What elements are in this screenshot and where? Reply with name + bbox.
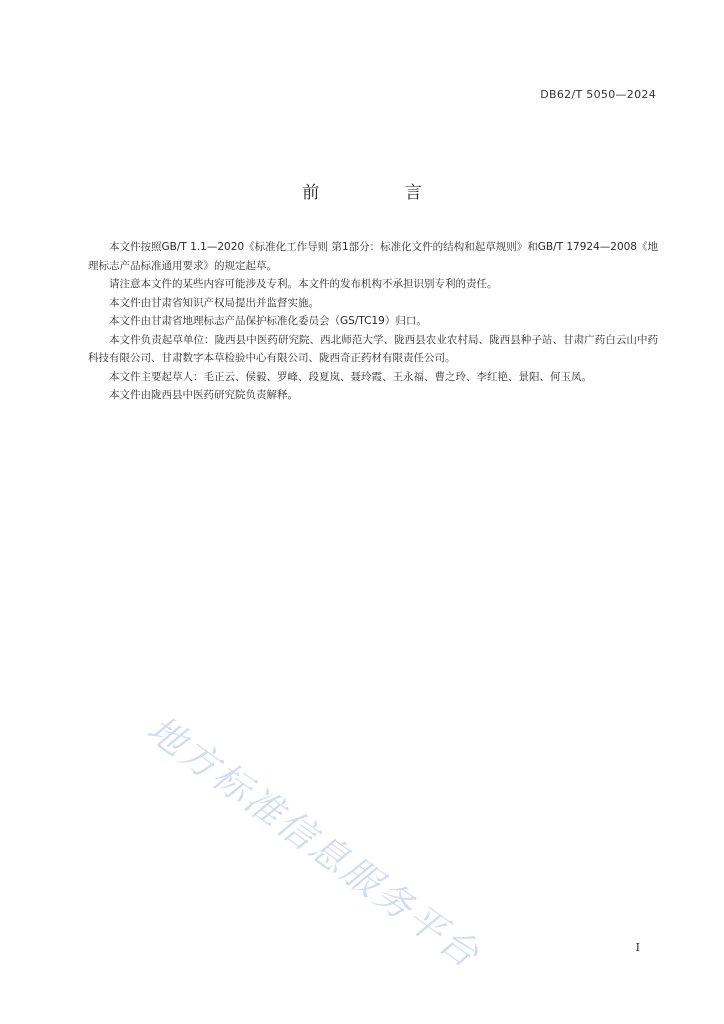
page-title: 前 言 — [302, 183, 462, 203]
paragraph-drafters: 本文件主要起草人：毛正云、侯毅、罗峰、段夏岚、聂玲霞、王永福、曹之玲、李红艳、景阳、何玉凤。 — [109, 370, 592, 383]
paragraph-drafting-rules: 本文件按照GB/T 1.1—2020《标准化工作导则 第1部分：标准化文件的结构和起草规则》和GB/T 17924—2008《地理标志产品标准通用要求》的规定起草。 — [88, 241, 658, 272]
page-number: I — [635, 941, 640, 954]
paragraph-proposer: 本文件由甘肃省知识产权局提出并监督实施。 — [109, 296, 319, 309]
paragraph-interpretation: 本文件由陇西县中医药研究院负责解释。 — [109, 389, 298, 401]
document-code: DB62/T 5050—2024 — [540, 88, 656, 101]
paragraph-patent-notice: 请注意本文件的某些内容可能涉及专利。本文件的发布机构不承担识别专利的责任。 — [109, 278, 498, 290]
paragraph-centralized-unit: 本文件由甘肃省地理标志产品保护标准化委员会（GS/TC19）归口。 — [109, 315, 427, 327]
foreword-body — [88, 238, 658, 405]
paragraph-drafting-units: 本文件负责起草单位：陇西县中医药研究院、西北师范大学、陇西县农业农村局、陇西县种子站、甘肃广药白云山中药科技有限公司、甘肃数字本草检验中心有限公司、陇西奇正药材有限责任公司。 — [88, 333, 658, 364]
watermark: 地方标准信息服务平台 — [139, 707, 489, 978]
